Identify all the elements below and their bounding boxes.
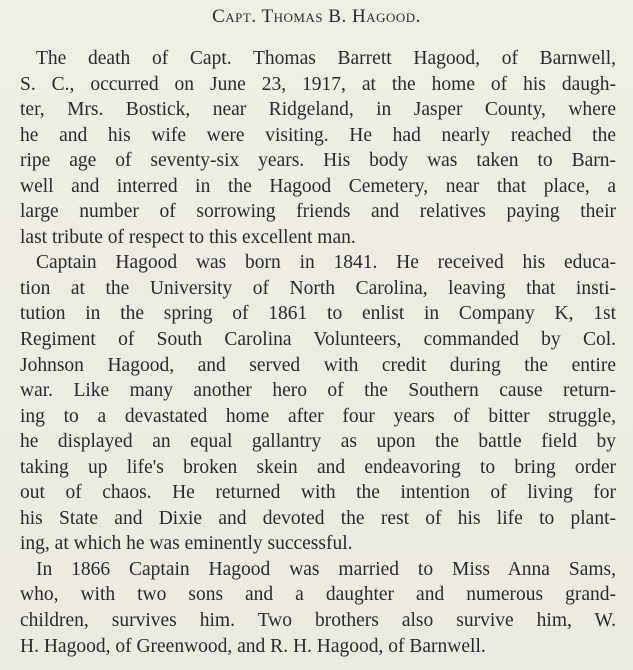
- text-line: he and his wife were visiting. He had nearly reached the: [20, 124, 616, 146]
- text-line: war. Like many another hero of the Southern cause return-: [20, 380, 616, 402]
- article-body: [20, 46, 616, 659]
- text-line: The death of Capt. Thomas Barrett Hagood, of Barnwell,: [36, 48, 616, 69]
- text-line: children, survives him. Two brothers also survive him, W.: [20, 610, 616, 632]
- text-line: he displayed an equal gallantry as upon the battle field by: [20, 431, 616, 453]
- text-line: last tribute of respect to this excellent man.: [20, 226, 356, 248]
- paragraph-1: [20, 46, 616, 250]
- text-line: Johnson Hagood, and served with credit during the entire: [20, 354, 616, 376]
- article-title: Capt. Thomas B. Hagood.: [212, 6, 421, 27]
- text-line: Regiment of South Carolina Volunteers, commanded by Col.: [20, 329, 616, 351]
- text-line: tution in the spring of 1861 to enlist in Company K, 1st: [20, 303, 616, 325]
- text-line: ing to a devastated home after four years of bitter struggle,: [20, 405, 616, 427]
- text-line: well and interred in the Hagood Cemetery, near that place, a: [20, 175, 616, 197]
- text-line: his State and Dixie and devoted the rest of his life to plant-: [20, 507, 616, 529]
- text-line: ter, Mrs. Bostick, near Ridgeland, in Jasper County, where: [20, 99, 616, 121]
- text-line: who, with two sons and a daughter and numerous grand-: [20, 584, 616, 606]
- text-line: out of chaos. He returned with the intention of living for: [20, 482, 616, 504]
- paragraph-2: [20, 250, 616, 557]
- text-line: tion at the University of North Carolina, leaving that insti-: [20, 277, 616, 299]
- text-line: S. C., occurred on June 23, 1917, at the home of his daugh-: [20, 73, 616, 95]
- text-line: taking up life's broken skein and endeavoring to bring order: [20, 456, 616, 478]
- text-line: ripe age of seventy-six years. His body was taken to Barn-: [20, 150, 616, 172]
- text-line: large number of sorrowing friends and relatives paying their: [20, 201, 616, 223]
- text-line: H. Hagood, of Greenwood, and R. H. Hagood, of Barnwell.: [20, 635, 486, 657]
- text-line: Captain Hagood was born in 1841. He received his educa-: [36, 252, 616, 274]
- text-line: In 1866 Captain Hagood was married to Miss Anna Sams,: [36, 558, 616, 580]
- text-line: ing, at which he was eminently successful.: [20, 533, 353, 555]
- paragraph-3: [20, 557, 616, 659]
